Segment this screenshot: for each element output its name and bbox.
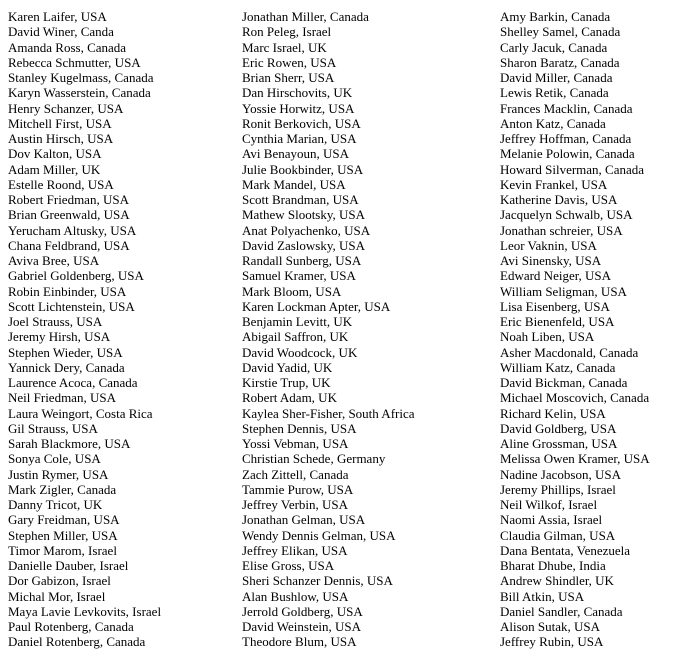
name-entry: Rebecca Schmutter, USA bbox=[8, 54, 141, 70]
name-entry: Michal Mor, Israel bbox=[8, 588, 106, 604]
name-entry: William Seligman, USA bbox=[500, 283, 627, 299]
name-entry: Jeremy Hirsh, USA bbox=[8, 329, 111, 345]
name-entry: Yossi Vebman, USA bbox=[242, 436, 349, 451]
name-entry: Yannick Dery, Canada bbox=[8, 359, 125, 375]
name-entry: Bharat Dhube, India bbox=[500, 558, 606, 573]
name-entry: Dor Gabizon, Israel bbox=[8, 573, 111, 589]
name-entry: Abigail Saffron, UK bbox=[242, 329, 349, 345]
name-entry: Bill Atkin, USA bbox=[500, 588, 585, 604]
name-entry: Mark Mandel, USA bbox=[242, 176, 346, 192]
name-entry: Melanie Polowin, Canada bbox=[500, 146, 635, 162]
name-entry: Eric Bienenfeld, USA bbox=[500, 314, 615, 329]
names-column-3 bbox=[500, 9, 650, 650]
name-entry: Timor Marom, Israel bbox=[8, 542, 117, 558]
name-entry: Kevin Frankel, USA bbox=[500, 176, 608, 192]
name-entry: Jonathan schreier, USA bbox=[500, 222, 623, 238]
name-entry: Jeffrey Verbin, USA bbox=[242, 497, 349, 512]
name-entry: Julie Bookbinder, USA bbox=[242, 161, 364, 177]
name-entry: Jeffrey Rubin, USA bbox=[500, 634, 604, 650]
name-entry: Sarah Blackmore, USA bbox=[8, 436, 131, 451]
name-entry: Mark Zigler, Canada bbox=[8, 481, 117, 497]
name-entry: Gabriel Goldenberg, USA bbox=[8, 268, 144, 284]
name-entry: Brian Greenwald, USA bbox=[8, 207, 130, 223]
name-entry: Noah Liben, USA bbox=[500, 329, 595, 345]
name-entry: David Yadid, UK bbox=[242, 359, 333, 375]
name-entry: Kaylea Sher-Fisher, South Africa bbox=[242, 405, 415, 421]
name-entry: Avi Benayoun, USA bbox=[242, 146, 350, 162]
name-entry: Avi Sinensky, USA bbox=[500, 253, 602, 268]
name-entry: David Zaslowsky, USA bbox=[242, 237, 366, 253]
name-entry: Joel Strauss, USA bbox=[8, 314, 103, 329]
name-entry: Anton Katz, Canada bbox=[500, 115, 606, 131]
name-entry: Yerucham Altusky, USA bbox=[8, 222, 137, 238]
name-entry: Nadine Jacobson, USA bbox=[500, 466, 621, 482]
name-entry: Claudia Gilman, USA bbox=[500, 527, 616, 543]
name-entry: Kirstie Trup, UK bbox=[242, 375, 331, 390]
name-entry: Robert Friedman, USA bbox=[8, 192, 129, 207]
name-entry: Samuel Kramer, USA bbox=[242, 268, 356, 284]
name-entry: Sheri Schanzer Dennis, USA bbox=[242, 573, 393, 589]
names-column-2 bbox=[242, 9, 415, 650]
name-entry: Jeffrey Elikan, USA bbox=[242, 542, 348, 558]
name-entry: Zach Zittell, Canada bbox=[242, 466, 349, 482]
name-entry: Mitchell First, USA bbox=[8, 115, 112, 131]
names-column-1 bbox=[8, 9, 161, 650]
name-entry: Anat Polyachenko, USA bbox=[242, 222, 371, 238]
name-entry: Karen Lockman Apter, USA bbox=[242, 298, 391, 314]
name-entry: Scott Lichtenstein, USA bbox=[8, 298, 135, 314]
name-entry: Henry Schanzer, USA bbox=[8, 100, 124, 116]
name-entry: Tammie Purow, USA bbox=[242, 481, 354, 497]
name-entry: Michael Moscovich, Canada bbox=[500, 390, 650, 406]
name-entry: Neil Friedman, USA bbox=[8, 390, 116, 406]
name-entry: Robert Adam, UK bbox=[242, 390, 337, 406]
name-entry: Edward Neiger, USA bbox=[500, 268, 612, 284]
name-entry: Danielle Dauber, Israel bbox=[8, 558, 129, 573]
name-entry: Cynthia Marian, USA bbox=[242, 131, 357, 146]
name-entry: Aline Grossman, USA bbox=[500, 436, 618, 451]
name-entry: Mathew Slootsky, USA bbox=[242, 207, 366, 223]
name-entry: Marc Israel, UK bbox=[242, 39, 327, 55]
name-entry: Shelley Samel, Canada bbox=[500, 24, 621, 40]
name-entry: Robin Einbinder, USA bbox=[8, 283, 127, 299]
name-entry: Elise Gross, USA bbox=[242, 558, 335, 573]
name-entry: Jeremy Phillips, Israel bbox=[500, 481, 616, 497]
name-entry: Karen Laifer, USA bbox=[8, 9, 107, 24]
name-entry: Eric Rowen, USA bbox=[242, 54, 337, 70]
name-entry: Wendy Dennis Gelman, USA bbox=[242, 527, 396, 543]
name-entry: Gil Strauss, USA bbox=[8, 420, 98, 436]
name-entry: Ronit Berkovich, USA bbox=[242, 115, 361, 131]
name-entry: Mark Bloom, USA bbox=[242, 283, 342, 299]
name-entry: Jerrold Goldberg, USA bbox=[242, 603, 363, 619]
name-entry: Amy Barkin, Canada bbox=[500, 9, 611, 24]
name-entry: Theodore Blum, USA bbox=[242, 634, 357, 650]
name-entry: Lewis Retik, Canada bbox=[500, 85, 609, 101]
name-entry: Frances Macklin, Canada bbox=[500, 100, 633, 116]
name-entry: Laura Weingort, Costa Rica bbox=[8, 405, 153, 421]
name-entry: Alison Sutak, USA bbox=[500, 619, 601, 634]
name-entry: Jacquelyn Schwalb, USA bbox=[500, 207, 633, 223]
name-entry: Yossie Horwitz, USA bbox=[242, 100, 355, 116]
name-entry: William Katz, Canada bbox=[500, 359, 616, 375]
name-entry: Daniel Sandler, Canada bbox=[500, 603, 623, 619]
name-entry: Brian Sherr, USA bbox=[242, 70, 335, 85]
name-entry: David Weinstein, USA bbox=[242, 619, 361, 634]
name-entry: David Goldberg, USA bbox=[500, 420, 617, 436]
name-entry: Stephen Dennis, USA bbox=[242, 420, 357, 436]
name-entry: David Miller, Canada bbox=[500, 70, 613, 85]
name-entry: Leor Vaknin, USA bbox=[500, 237, 597, 253]
name-entry: Sonya Cole, USA bbox=[8, 451, 101, 467]
name-entry: Neil Wilkof, Israel bbox=[500, 497, 598, 512]
name-entry: Jonathan Miller, Canada bbox=[242, 9, 369, 24]
name-entry: David Bickman, Canada bbox=[500, 375, 628, 390]
name-entry: Paul Rotenberg, Canada bbox=[8, 619, 134, 634]
name-entry: Sharon Baratz, Canada bbox=[500, 54, 620, 70]
name-entry: Melissa Owen Kramer, USA bbox=[500, 451, 650, 467]
name-entry: Lisa Eisenberg, USA bbox=[500, 298, 610, 314]
name-entry: David Woodcock, UK bbox=[242, 344, 358, 360]
name-entry: Dan Hirschovits, UK bbox=[242, 85, 353, 101]
name-entry: Randall Sunberg, USA bbox=[242, 253, 362, 268]
name-entry: Estelle Roond, USA bbox=[8, 176, 114, 192]
name-entry: Asher Macdonald, Canada bbox=[500, 344, 639, 360]
name-entry: Danny Tricot, UK bbox=[8, 497, 103, 512]
name-entry: Gary Freidman, USA bbox=[8, 512, 120, 528]
name-entry: Carly Jacuk, Canada bbox=[500, 39, 608, 55]
name-entry: Karyn Wasserstein, Canada bbox=[8, 85, 151, 101]
name-entry: Austin Hirsch, USA bbox=[8, 131, 114, 146]
name-entry: Maya Lavie Levkovits, Israel bbox=[8, 603, 162, 619]
name-entry: Naomi Assia, Israel bbox=[500, 512, 603, 528]
name-entry: Daniel Rotenberg, Canada bbox=[8, 634, 146, 650]
name-entry: Aviva Bree, USA bbox=[8, 253, 100, 268]
name-entry: Stephen Miller, USA bbox=[8, 527, 118, 543]
name-entry: Andrew Shindler, UK bbox=[500, 573, 614, 589]
name-entry: Benjamin Levitt, UK bbox=[242, 314, 353, 329]
name-entry: David Winer, Canda bbox=[8, 24, 114, 40]
name-entry: Katherine Davis, USA bbox=[500, 192, 618, 207]
name-entry: Howard Silverman, Canada bbox=[500, 161, 645, 177]
name-entry: Jeffrey Hoffman, Canada bbox=[500, 131, 632, 146]
name-entry: Laurence Acoca, Canada bbox=[8, 375, 138, 390]
name-entry: Ron Peleg, Israel bbox=[242, 24, 332, 40]
name-entry: Chana Feldbrand, USA bbox=[8, 237, 130, 253]
name-entry: Jonathan Gelman, USA bbox=[242, 512, 366, 528]
name-entry: Scott Brandman, USA bbox=[242, 192, 359, 207]
name-entry: Dana Bentata, Venezuela bbox=[500, 542, 631, 558]
name-entry: Dov Kalton, USA bbox=[8, 146, 102, 162]
name-entry: Richard Kelin, USA bbox=[500, 405, 606, 421]
name-entry: Justin Rymer, USA bbox=[8, 466, 109, 482]
name-entry: Alan Bushlow, USA bbox=[242, 588, 349, 604]
name-entry: Stephen Wieder, USA bbox=[8, 344, 123, 360]
name-entry: Christian Schede, Germany bbox=[242, 451, 386, 467]
name-entry: Amanda Ross, Canada bbox=[8, 39, 127, 55]
name-entry: Stanley Kugelmass, Canada bbox=[8, 70, 154, 85]
name-entry: Adam Miller, UK bbox=[8, 161, 101, 177]
